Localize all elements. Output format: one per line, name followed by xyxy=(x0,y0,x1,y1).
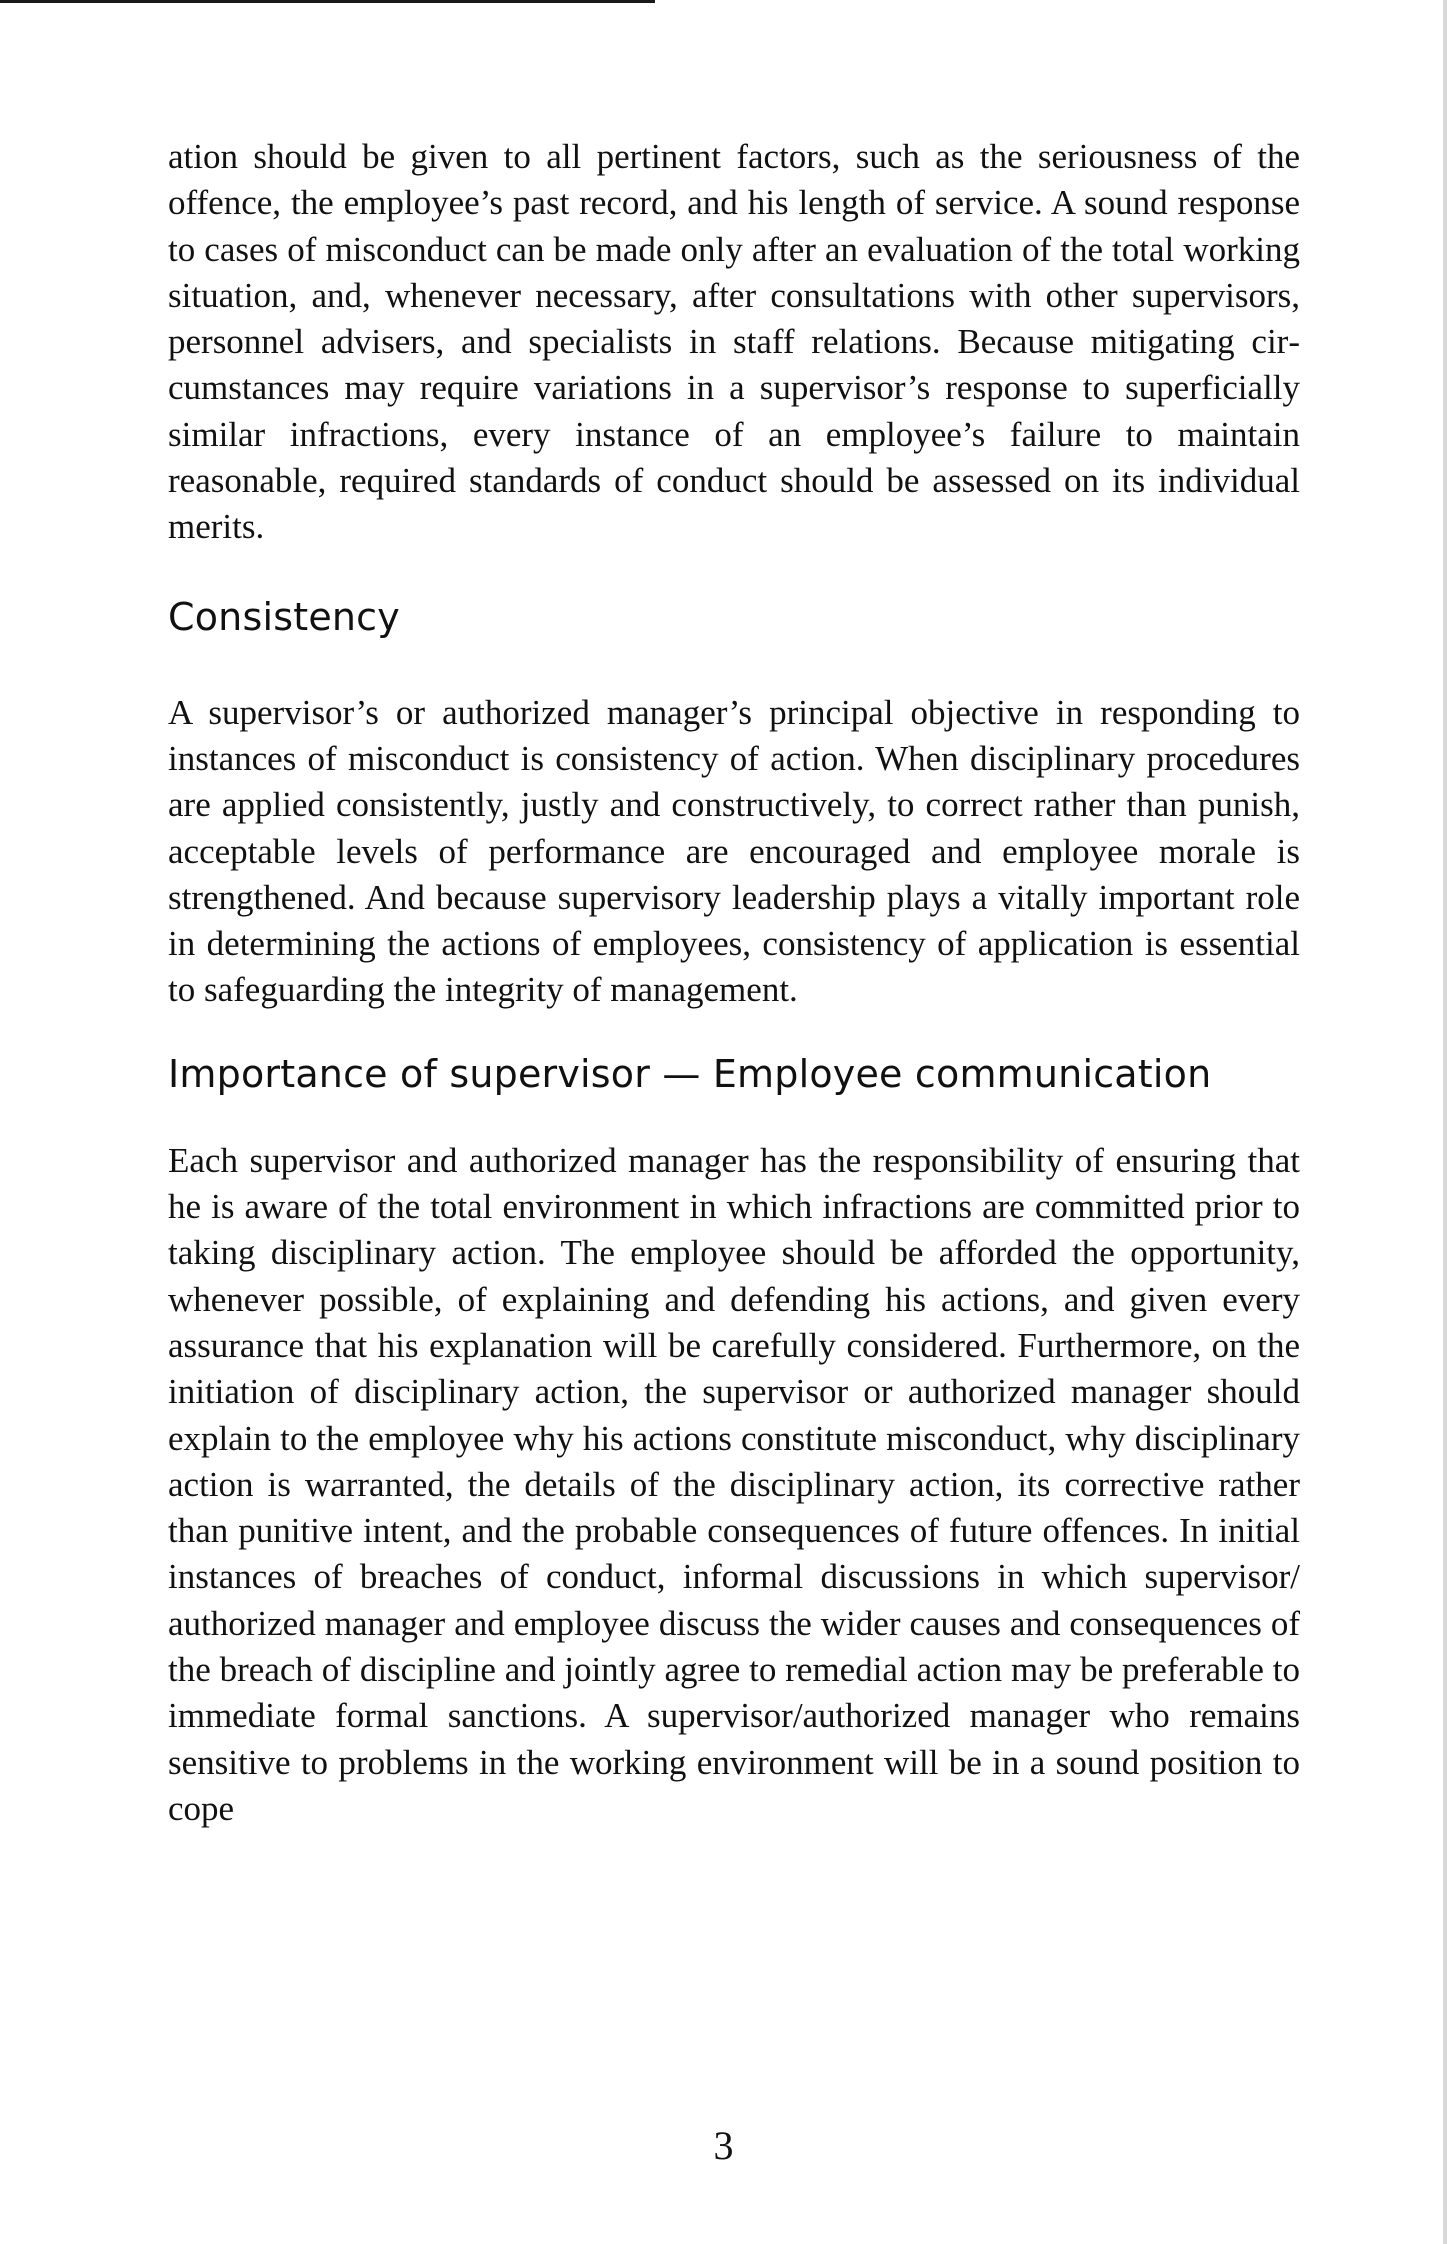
page-body xyxy=(168,134,1300,1832)
page-number: 3 xyxy=(713,2123,734,2168)
paragraph-continuation: ation should be given to all pertinent factors, such as the seriousness of the offence, the employee’s past record, and his length of service. A sound response to cases of misconduct can be made only after an evaluation of the total working situation, and, whenever necessary, after consultations with other supervisors, personnel advisers, and specialists in staff relations. Because mitigating circumstances may require variations in a supervisor’s response to superficially similar infractions, every instance of an employee’s failure to maintain reasonable, required standards of conduct should be assessed on its individual merits. xyxy=(168,137,1300,547)
heading-communication: Importance of supervisor — Employee communication xyxy=(168,1051,1212,1096)
heading-consistency: Consistency xyxy=(168,594,400,639)
top-edge-rule xyxy=(0,0,655,3)
paragraph-communication: Each supervisor and authorized manager has the responsibility of ensuring that he is aware of the total environment in which infractions are committed prior to taking disciplinary action. The employee should be afforded the opportunity, whenever possible, of explaining and defending his actions, and given every assurance that his explanation will be carefully considered. Furthermore, on the initiation of disciplinary action, the supervisor or authorized manager should explain to the employee why his actions constitute misconduct, why disciplinary action is warranted, the details of the disciplinary action, its corrective rather than punitive intent, and the probable consequences of future offences. In initial instances of breaches of conduct, informal discussions in which supervisor/ authorized manager and employee discuss the wider causes and consequences of the breach of discipline and jointly agree to remedial action may be preferable to immediate formal sanctions. A supervisor/authorized manager who remains sensitive to problems in the working environment will be in a sound position to cope xyxy=(168,1140,1300,1828)
paragraph-consistency: A supervisor’s or authorized manager’s principal objective in responding to instances of misconduct is consistency of action. When disciplinary procedures are applied consistently, justly and constructively, to correct rather than punish, acceptable levels of performance are encouraged and employee morale is strengthened. And because supervisory leadership plays a vitally important role in determining the actions of employees, consistency of application is essential to safeguarding the integrity of management. xyxy=(168,692,1300,1010)
page-edge-shadow xyxy=(1443,0,1447,2244)
